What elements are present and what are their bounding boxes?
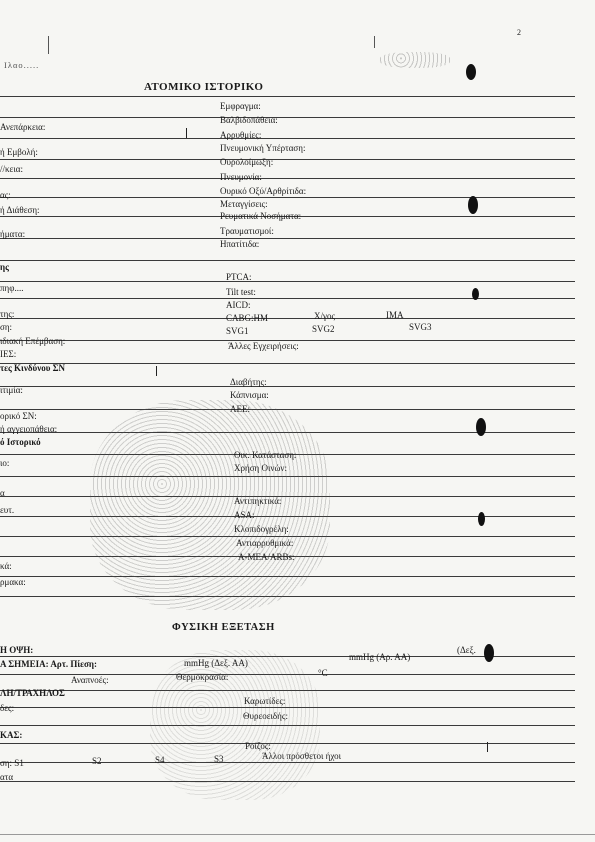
history-left-label: ιο: [0,458,10,468]
exam-label: ΛΗ/ΤΡΑΧΗΛΟΣ [0,688,65,698]
history-right-label: Αντιπηκτικά: [234,496,282,506]
scan-noise [150,650,320,800]
history-right-label: Μεταγγίσεις: [220,199,268,209]
exam-label: Θυρεοειδής: [243,711,288,721]
scan-noise [380,52,450,68]
ink-blob [478,512,485,526]
form-line [0,117,575,118]
form-line [0,363,575,364]
form-line [0,96,575,97]
history-left-label: ας: [0,190,11,200]
history-right-label: Ουρικό Οξύ/Αρθρίτιδα: [220,186,307,196]
history-left-label: ης [0,262,9,272]
history-left-label: ή Διάθεση: [0,205,40,215]
history-right-label: Διαβήτης: [230,377,267,387]
history-right-label: IMA [386,310,404,320]
history-left-label: Ανεπάρκεια: [0,122,46,132]
exam-label: Θερμοκρασία: [176,672,229,682]
history-left-label: ήματα: [0,229,26,239]
form-line [0,238,575,239]
form-line [0,260,575,261]
history-right-label: AICD: [226,300,251,310]
history-left-label: ευτ. [0,505,15,515]
history-right-label: Οικ. Κατάσταση: [234,450,297,460]
history-left-label: ση: [0,322,13,332]
exam-label: mmHg (Δεξ. ΑΑ) [184,658,248,668]
exam-label: ΚΑΣ: [0,730,23,740]
exam-label: ατα [0,772,14,782]
history-right-label: Ρευματικά Νοσήματα: [220,211,302,221]
margin-mark [374,36,375,48]
exam-label: Ροίζος: [245,741,271,751]
exam-label: (Δεξ. [457,645,476,655]
history-left-label: ό Ιστορικό [0,437,41,447]
history-left-label: ιτιμία: [0,385,23,395]
ink-tick [487,742,488,752]
exam-label: S2 [92,756,102,766]
form-line [0,138,575,139]
history-right-label: Βαλβιδοπάθεια: [220,115,278,125]
form-line [0,178,575,179]
history-right-label: ΑΕΕ: [230,404,250,414]
history-left-label: ΙΕΣ: [0,349,17,359]
exam-label: ση: S1 [0,758,24,768]
exam-label: S4 [155,755,165,765]
history-right-label: Tilt test: [226,287,256,297]
exam-label: °C [318,668,328,678]
history-right-label: PTCA: [226,272,252,282]
form-line [0,318,575,319]
history-right-label: Χρήση Οινών: [234,463,287,473]
page-number: 2 [517,28,521,37]
form-line [0,596,575,597]
exam-label: δες: [0,703,15,713]
exam-label: mmHg (Αρ. ΑΑ) [349,652,411,662]
history-title: ΑΤΟΜΙΚΟ ΙΣΤΟΡΙΚΟ [144,81,264,93]
header-fragment: Ιλαο..... [4,60,40,70]
history-right-label: Αντιαρρυθμικά: [236,538,294,548]
history-right-label: Εμφραγμα: [220,101,261,111]
exam-label: Άλλοι πρόσθετοι ήχοι [262,751,342,761]
history-right-label: CABG:HM [226,313,269,323]
exam-label: Η ΟΨΗ: [0,645,34,655]
history-right-label: SVG3 [409,322,432,332]
history-left-label: ιδιακή Επέμβαση: [0,336,66,346]
form-line [0,409,575,410]
ink-blob [468,196,478,214]
history-right-label: A-MEA/ARBs: [238,552,295,562]
ink-blob [466,64,476,80]
ink-tick [156,366,157,376]
history-right-label: Ηπατίτιδα: [220,239,260,249]
history-right-label: Ουρολοίμωξη: [220,157,274,167]
ink-tick [186,128,187,138]
history-left-label: ή Εμβολή: [0,147,38,157]
history-left-label: α [0,488,5,498]
history-left-label: //κεια: [0,164,23,174]
history-right-label: SVG1 [226,326,249,336]
history-right-label: ASA: [234,510,255,520]
history-left-label: της: [0,309,15,319]
margin-mark [48,36,49,54]
history-left-label: τες Κινδύνου ΣΝ [0,363,66,373]
history-left-label: πηφ.... [0,283,24,293]
form-line [0,281,575,282]
history-right-label: Τραυματισμοί: [220,226,274,236]
history-right-label: SVG2 [312,324,335,334]
history-right-label: Κάπνισμα: [230,390,269,400]
ink-blob [472,288,479,300]
form-line [0,386,575,387]
history-left-label: ορικό ΣΝ: [0,411,37,421]
history-left-label: κά: [0,561,12,571]
form-line [0,298,575,299]
exam-title: ΦΥΣΙΚΗ ΕΞΕΤΑΣΗ [172,622,275,633]
page-edge [0,834,595,835]
scan-noise [90,400,330,610]
form-line [0,197,575,198]
ink-blob [484,644,494,662]
history-left-label: ή αγγειοπάθεια: [0,424,58,434]
ink-blob [476,418,486,436]
exam-label: Αναπνοές: [71,675,109,685]
history-right-label: Άλλες Εγχειρήσεις: [228,341,299,351]
form-line [0,159,575,160]
exam-label: Καρωτίδες: [244,696,286,706]
history-right-label: Κλοπιδογρέλη: [234,524,289,534]
exam-label: Α ΣΗΜΕΙΑ: Αρτ. Πίεση: [0,659,97,669]
history-left-label: ρμακα: [0,577,26,587]
history-right-label: Πνευμονική Υπέρταση: [220,143,306,153]
history-right-label: Πνευμονία: [220,172,262,182]
history-right-label: X/γος [314,311,336,321]
exam-label: S3 [214,754,224,764]
history-right-label: Αρρυθμίες: [220,130,262,140]
